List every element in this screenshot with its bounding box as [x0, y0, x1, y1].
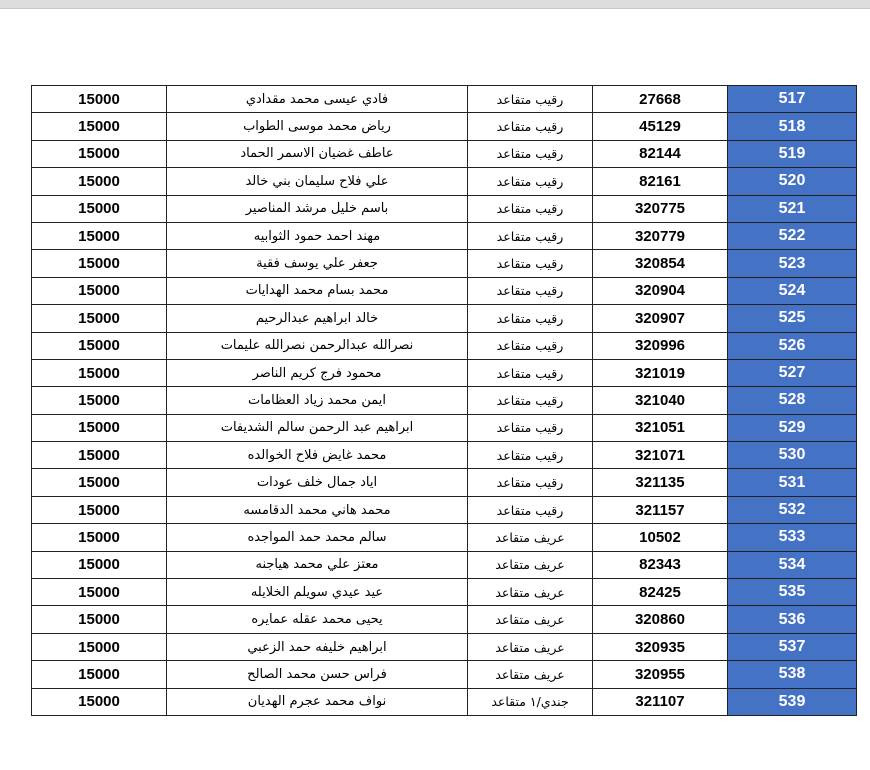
table-row	[32, 688, 857, 715]
id-cell: 321040	[593, 387, 728, 414]
name-cell: محمد هاني محمد الدقامسه	[167, 496, 468, 523]
amount-cell: 15000	[32, 195, 167, 222]
name-cell: عاطف غضيان الاسمر الحماد	[167, 140, 468, 167]
row-number-cell: 521	[728, 195, 857, 222]
id-cell: 45129	[593, 113, 728, 140]
id-cell: 320775	[593, 195, 728, 222]
table-row	[32, 277, 857, 304]
name-cell: جعفر علي يوسف فقية	[167, 250, 468, 277]
rank-cell: رقيب متقاعد	[468, 113, 593, 140]
id-cell: 10502	[593, 524, 728, 551]
amount-cell: 15000	[32, 222, 167, 249]
row-number-cell: 536	[728, 606, 857, 633]
rank-cell: عريف متقاعد	[468, 551, 593, 578]
rank-cell: عريف متقاعد	[468, 633, 593, 660]
amount-cell: 15000	[32, 414, 167, 441]
id-cell: 320854	[593, 250, 728, 277]
id-cell: 320907	[593, 305, 728, 332]
id-cell: 320860	[593, 606, 728, 633]
amount-cell: 15000	[32, 496, 167, 523]
table-row	[32, 332, 857, 359]
id-cell: 320996	[593, 332, 728, 359]
name-cell: سالم محمد حمد المواجده	[167, 524, 468, 551]
table-body	[32, 86, 857, 716]
name-cell: نصرالله عبدالرحمن نصرالله عليمات	[167, 332, 468, 359]
name-cell: يحيى محمد عقله عمايره	[167, 606, 468, 633]
table-row	[32, 442, 857, 469]
rank-cell: رقيب متقاعد	[468, 387, 593, 414]
table-row	[32, 414, 857, 441]
table-row	[32, 195, 857, 222]
rank-cell: رقيب متقاعد	[468, 140, 593, 167]
table-row	[32, 387, 857, 414]
row-number-cell: 531	[728, 469, 857, 496]
row-number-cell: 537	[728, 633, 857, 660]
amount-cell: 15000	[32, 633, 167, 660]
amount-cell: 15000	[32, 469, 167, 496]
id-cell: 320935	[593, 633, 728, 660]
table-row	[32, 579, 857, 606]
amount-cell: 15000	[32, 579, 167, 606]
name-cell: محمد بسام محمد الهدايات	[167, 277, 468, 304]
rank-cell: رقيب متقاعد	[468, 277, 593, 304]
name-cell: خالد ابراهيم عبدالرحيم	[167, 305, 468, 332]
rank-cell: رقيب متقاعد	[468, 469, 593, 496]
id-cell: 321157	[593, 496, 728, 523]
name-cell: فراس حسن محمد الصالح	[167, 661, 468, 688]
table-row	[32, 524, 857, 551]
id-cell: 321135	[593, 469, 728, 496]
row-number-cell: 523	[728, 250, 857, 277]
rank-cell: عريف متقاعد	[468, 524, 593, 551]
name-cell: اياد جمال خلف عودات	[167, 469, 468, 496]
row-number-cell: 535	[728, 579, 857, 606]
table-row	[32, 305, 857, 332]
table-row	[32, 661, 857, 688]
table-row	[32, 496, 857, 523]
id-cell: 82425	[593, 579, 728, 606]
rank-cell: رقيب متقاعد	[468, 195, 593, 222]
name-cell: ابراهيم عبد الرحمن سالم الشديفات	[167, 414, 468, 441]
id-cell: 321107	[593, 688, 728, 715]
rank-cell: عريف متقاعد	[468, 579, 593, 606]
amount-cell: 15000	[32, 332, 167, 359]
row-number-cell: 526	[728, 332, 857, 359]
rank-cell: رقيب متقاعد	[468, 222, 593, 249]
table-row	[32, 113, 857, 140]
id-cell: 320955	[593, 661, 728, 688]
rank-cell: رقيب متقاعد	[468, 332, 593, 359]
rank-cell: رقيب متقاعد	[468, 86, 593, 113]
amount-cell: 15000	[32, 606, 167, 633]
amount-cell: 15000	[32, 551, 167, 578]
amount-cell: 15000	[32, 86, 167, 113]
id-cell: 321071	[593, 442, 728, 469]
rank-cell: رقيب متقاعد	[468, 305, 593, 332]
row-number-cell: 527	[728, 359, 857, 386]
name-cell: علي فلاح سليمان بني خالد	[167, 168, 468, 195]
table-row	[32, 250, 857, 277]
amount-cell: 15000	[32, 113, 167, 140]
amount-cell: 15000	[32, 524, 167, 551]
row-number-cell: 530	[728, 442, 857, 469]
id-cell: 321019	[593, 359, 728, 386]
table-row	[32, 469, 857, 496]
table-row	[32, 168, 857, 195]
amount-cell: 15000	[32, 250, 167, 277]
id-cell: 320779	[593, 222, 728, 249]
name-cell: رياض محمد موسى الطواب	[167, 113, 468, 140]
rank-cell: رقيب متقاعد	[468, 168, 593, 195]
document-page	[0, 8, 870, 770]
row-number-cell: 518	[728, 113, 857, 140]
row-number-cell: 532	[728, 496, 857, 523]
row-number-cell: 534	[728, 551, 857, 578]
name-cell: باسم خليل مرشد المناصير	[167, 195, 468, 222]
row-number-cell: 519	[728, 140, 857, 167]
row-number-cell: 522	[728, 222, 857, 249]
id-cell: 82161	[593, 168, 728, 195]
id-cell: 27668	[593, 86, 728, 113]
table-row	[32, 359, 857, 386]
amount-cell: 15000	[32, 442, 167, 469]
amount-cell: 15000	[32, 140, 167, 167]
row-number-cell: 538	[728, 661, 857, 688]
table-row	[32, 551, 857, 578]
row-number-cell: 517	[728, 86, 857, 113]
rank-cell: عريف متقاعد	[468, 606, 593, 633]
name-cell: محمود فرج كريم الناصر	[167, 359, 468, 386]
row-number-cell: 524	[728, 277, 857, 304]
row-number-cell: 539	[728, 688, 857, 715]
name-cell: نواف محمد عجرم الهديان	[167, 688, 468, 715]
row-number-cell: 525	[728, 305, 857, 332]
amount-cell: 15000	[32, 305, 167, 332]
amount-cell: 15000	[32, 688, 167, 715]
name-cell: مهند احمد حمود الثوابيه	[167, 222, 468, 249]
table-row	[32, 140, 857, 167]
row-number-cell: 533	[728, 524, 857, 551]
rank-cell: عريف متقاعد	[468, 661, 593, 688]
rank-cell: رقيب متقاعد	[468, 250, 593, 277]
name-cell: ايمن محمد زياد العظامات	[167, 387, 468, 414]
rank-cell: رقيب متقاعد	[468, 442, 593, 469]
name-cell: محمد غايض فلاح الخوالده	[167, 442, 468, 469]
name-cell: ابراهيم خليفه حمد الزعبي	[167, 633, 468, 660]
id-cell: 82144	[593, 140, 728, 167]
table-row	[32, 222, 857, 249]
row-number-cell: 528	[728, 387, 857, 414]
row-number-cell: 520	[728, 168, 857, 195]
table-row	[32, 606, 857, 633]
amount-cell: 15000	[32, 387, 167, 414]
table-row	[32, 633, 857, 660]
personnel-table	[31, 85, 857, 716]
name-cell: معتز علي محمد هياجنه	[167, 551, 468, 578]
id-cell: 320904	[593, 277, 728, 304]
id-cell: 321051	[593, 414, 728, 441]
table-row	[32, 86, 857, 113]
amount-cell: 15000	[32, 359, 167, 386]
rank-cell: رقيب متقاعد	[468, 414, 593, 441]
name-cell: فادي عيسى محمد مقدادي	[167, 86, 468, 113]
amount-cell: 15000	[32, 168, 167, 195]
rank-cell: جندي/١ متقاعد	[468, 688, 593, 715]
amount-cell: 15000	[32, 661, 167, 688]
id-cell: 82343	[593, 551, 728, 578]
rank-cell: رقيب متقاعد	[468, 359, 593, 386]
row-number-cell: 529	[728, 414, 857, 441]
name-cell: عيد عيدي سويلم الخلايله	[167, 579, 468, 606]
amount-cell: 15000	[32, 277, 167, 304]
rank-cell: رقيب متقاعد	[468, 496, 593, 523]
